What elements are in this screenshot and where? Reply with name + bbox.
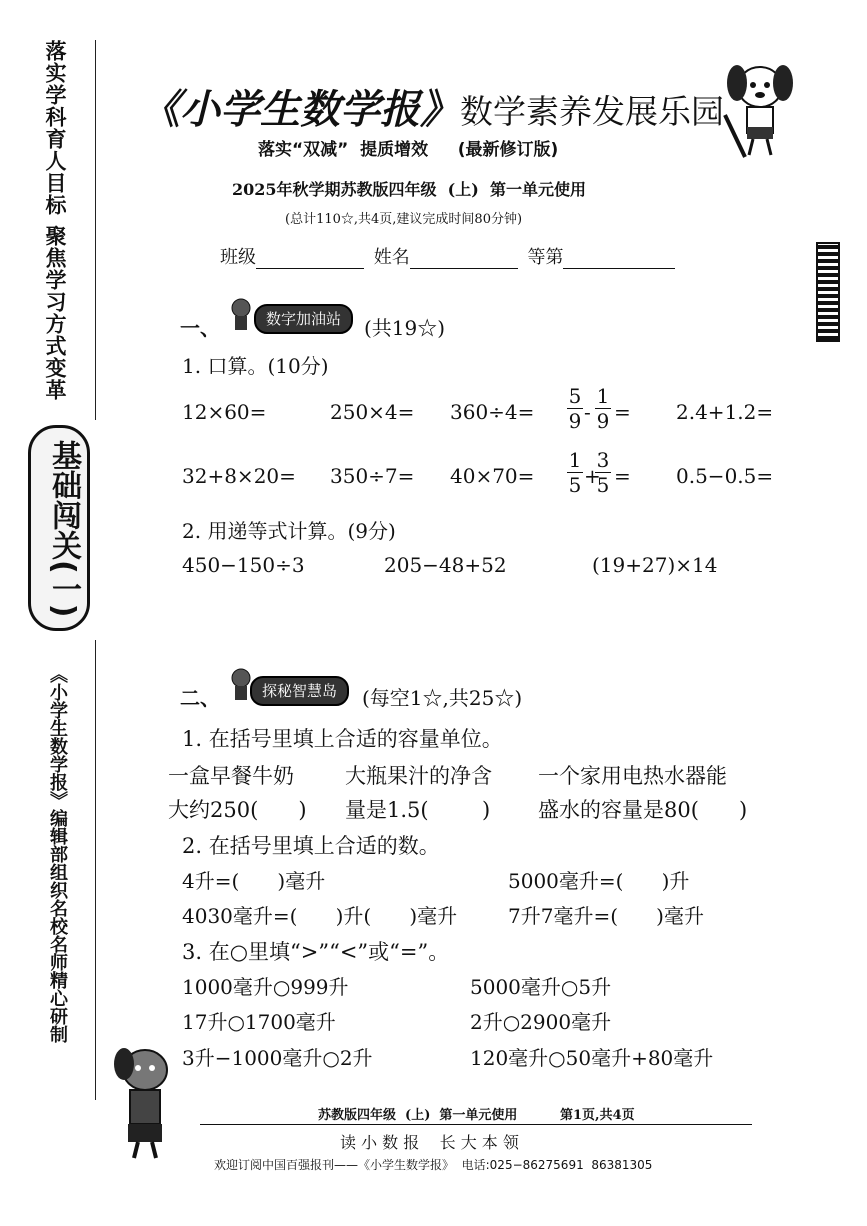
term-info: 2025年秋学期苏教版四年级 (上) 第一单元使用 (232, 180, 586, 199)
fill-text: 大瓶果汁的净含 (345, 764, 492, 788)
footer-page: 第1页,共4页 (560, 1108, 635, 1123)
margin-line-top (95, 40, 96, 420)
class-field[interactable] (256, 247, 364, 269)
compare-item[interactable]: 2升○2900毫升 (470, 1010, 612, 1034)
equals: = (614, 400, 631, 424)
section1-badge: 数字加油站 (254, 304, 353, 334)
time-note: (总计110☆,共4页,建议完成时间80分钟) (285, 212, 523, 227)
fraction: 3 5 (596, 448, 610, 497)
fill-blank[interactable]: 盛水的容量是80( ) (538, 798, 748, 822)
title-rest: 数学素养发展乐园 (460, 92, 724, 131)
compare-item[interactable]: 1000毫升○999升 (182, 975, 349, 999)
grade-label: 等第 (527, 247, 564, 268)
section1-index: 一、 (180, 316, 220, 340)
compare-item[interactable]: 120毫升○50毫升+80毫升 (470, 1046, 714, 1070)
dog-mascot-bottom-icon (100, 1040, 190, 1160)
dog-mascot-icon (715, 55, 805, 160)
calc-item: 32+8×20= (182, 464, 296, 488)
section2-badge: 探秘智慧岛 (250, 676, 349, 706)
fraction: 1 9 (596, 384, 610, 433)
section1-q1-title: 1. 口算。(10分) (182, 354, 329, 378)
calc-item: 12×60= (182, 400, 267, 424)
class-label: 班级 (220, 247, 256, 268)
side-editor-note: 《小学生数学报》编辑部组织名校名师精心研制 (47, 665, 68, 1043)
grade-field[interactable] (563, 247, 675, 269)
section2-score: (每空1☆,共25☆) (362, 686, 523, 710)
operator: - (584, 400, 591, 424)
section2-q3-title: 3. 在○里填“>”“<”或“=”。 (182, 940, 450, 964)
calc-item: 0.5−0.5= (676, 464, 774, 488)
section2-q2-title: 2. 在括号里填上合适的数。 (182, 834, 440, 858)
calc-item: 2.4+1.2= (676, 400, 774, 424)
footer-slogan: 读 小 数 报 长 大 本 领 (340, 1133, 519, 1152)
qr-code-icon (816, 242, 840, 342)
side-motto-right: 落实学科育人目标 (43, 40, 67, 216)
footer-contact: 欢迎订阅中国百强报刊——《小学生数学报》 电话:025−86275691 86381305 (214, 1158, 653, 1172)
stepwise-item: 450−150÷3 (182, 553, 305, 577)
compare-item[interactable]: 5000毫升○5升 (470, 975, 612, 999)
side-badge-text: 基础闯关(一) (46, 440, 81, 618)
fill-blank[interactable]: 4升=( )毫升 (182, 869, 326, 893)
equals: = (614, 464, 631, 488)
section2-q1-title: 1. 在括号里填上合适的容量单位。 (182, 727, 503, 751)
section1-mascot-icon (226, 296, 256, 332)
section1-q2-title: 2. 用递等式计算。(9分) (182, 519, 396, 543)
section2-index: 二、 (180, 686, 220, 710)
fill-blank[interactable]: 4030毫升=( )升( )毫升 (182, 904, 458, 928)
fill-blank[interactable]: 5000毫升=( )升 (508, 869, 690, 893)
margin-line-bottom (95, 640, 96, 1100)
operator: + (584, 464, 601, 488)
name-field[interactable] (410, 247, 518, 269)
calc-item: 350÷7= (330, 464, 415, 488)
fraction-expression (566, 448, 636, 502)
paper-name: 《小学生数学报》 (140, 86, 460, 133)
stepwise-item: (19+27)×14 (592, 553, 718, 577)
subtitle: 落实“双减” 提质增效 (最新修订版) (258, 140, 559, 160)
page-title (140, 78, 724, 135)
footer-unit: 苏教版四年级 (上) 第一单元使用 (318, 1108, 518, 1123)
calc-item: 360÷4= (450, 400, 535, 424)
fraction-expression (566, 384, 636, 438)
name-label: 姓名 (373, 247, 410, 268)
calc-item: 40×70= (450, 464, 535, 488)
footer-divider (200, 1124, 752, 1125)
student-info (220, 243, 675, 269)
fill-blank[interactable]: 7升7毫升=( )毫升 (508, 904, 704, 928)
fill-blank[interactable]: 大约250( ) (168, 798, 307, 822)
fill-text: 一盒早餐牛奶 (168, 764, 294, 788)
side-motto-left: 聚焦学习方式变革 (43, 225, 67, 401)
calc-item: 250×4= (330, 400, 415, 424)
compare-item[interactable]: 17升○1700毫升 (182, 1010, 336, 1034)
compare-item[interactable]: 3升−1000毫升○2升 (182, 1046, 373, 1070)
side-badge (28, 425, 90, 631)
section1-score: (共19☆) (364, 316, 446, 340)
fill-text: 一个家用电热水器能 (538, 764, 727, 788)
stepwise-item: 205−48+52 (384, 553, 507, 577)
fill-blank[interactable]: 量是1.5( ) (345, 798, 491, 822)
fraction: 1 5 (568, 448, 582, 497)
fraction: 5 9 (568, 384, 582, 433)
